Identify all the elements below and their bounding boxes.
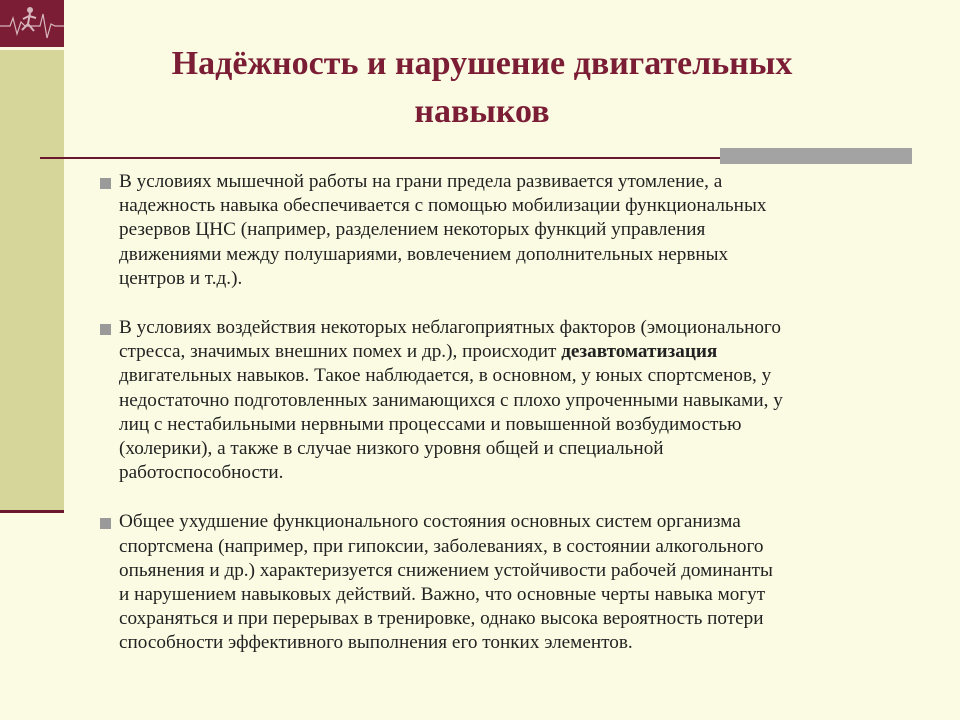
slide-title-line1: Надёжность и нарушение двигательных [171, 45, 793, 82]
bullet-square-icon [100, 324, 111, 335]
slide-title-line2: навыков [414, 93, 550, 130]
bullet-square-icon [100, 178, 111, 189]
bullet-text: Общее ухудшение функционального состояния основных систем организма спортсмена (например, при гипоксии, заболеваниях, в состоянии алкогольного опьянения и др.) характеризуется снижением устойчивости рабочей доминанты и нарушением навыковых действий. Важно, что основные черты навыка могут сохраняться и при перерывах в тренировке, однако высока вероятность потери способности эффективного выполнения его тонких элементов. [119, 511, 773, 654]
slide-content [100, 170, 945, 681]
bullet-item [100, 170, 945, 291]
left-decorative-band [0, 0, 64, 720]
band-middle [0, 50, 64, 510]
bullet-text-part: В условиях воздействия некоторых неблагоприятных факторов (эмоционального стресса, значимых внешних помех и др.), происходит [119, 317, 781, 363]
bullet-bold-term: дезавтоматизация [561, 341, 718, 363]
slide-title [64, 40, 900, 136]
bullet-text-part: двигательных навыков. Такое наблюдается, в основном, у юных спортсменов, у недостаточно подготовленных занимающихся с плохо упроченными навыками, у лиц с нестабильными нервными процессами и повышенной возбудимостью (холерики), а также в случае низкого уровня общей и специальной работоспособности. [119, 365, 783, 484]
band-bottom [0, 513, 64, 720]
bullet-item [100, 316, 945, 485]
title-accent-bar [720, 148, 912, 164]
bullet-text [119, 317, 783, 483]
bullet-square-icon [100, 518, 111, 529]
bullet-item [100, 510, 945, 655]
bullet-text: В условиях мышечной работы на грани предела развивается утомление, а надежность навыка обеспечивается с помощью мобилизации функциональных резервов ЦНС (например, разделением некоторых функций управления движениями между полушариями, вовлечением дополнительных нервных центров и т.д.). [119, 171, 767, 289]
runner-image [0, 0, 64, 47]
